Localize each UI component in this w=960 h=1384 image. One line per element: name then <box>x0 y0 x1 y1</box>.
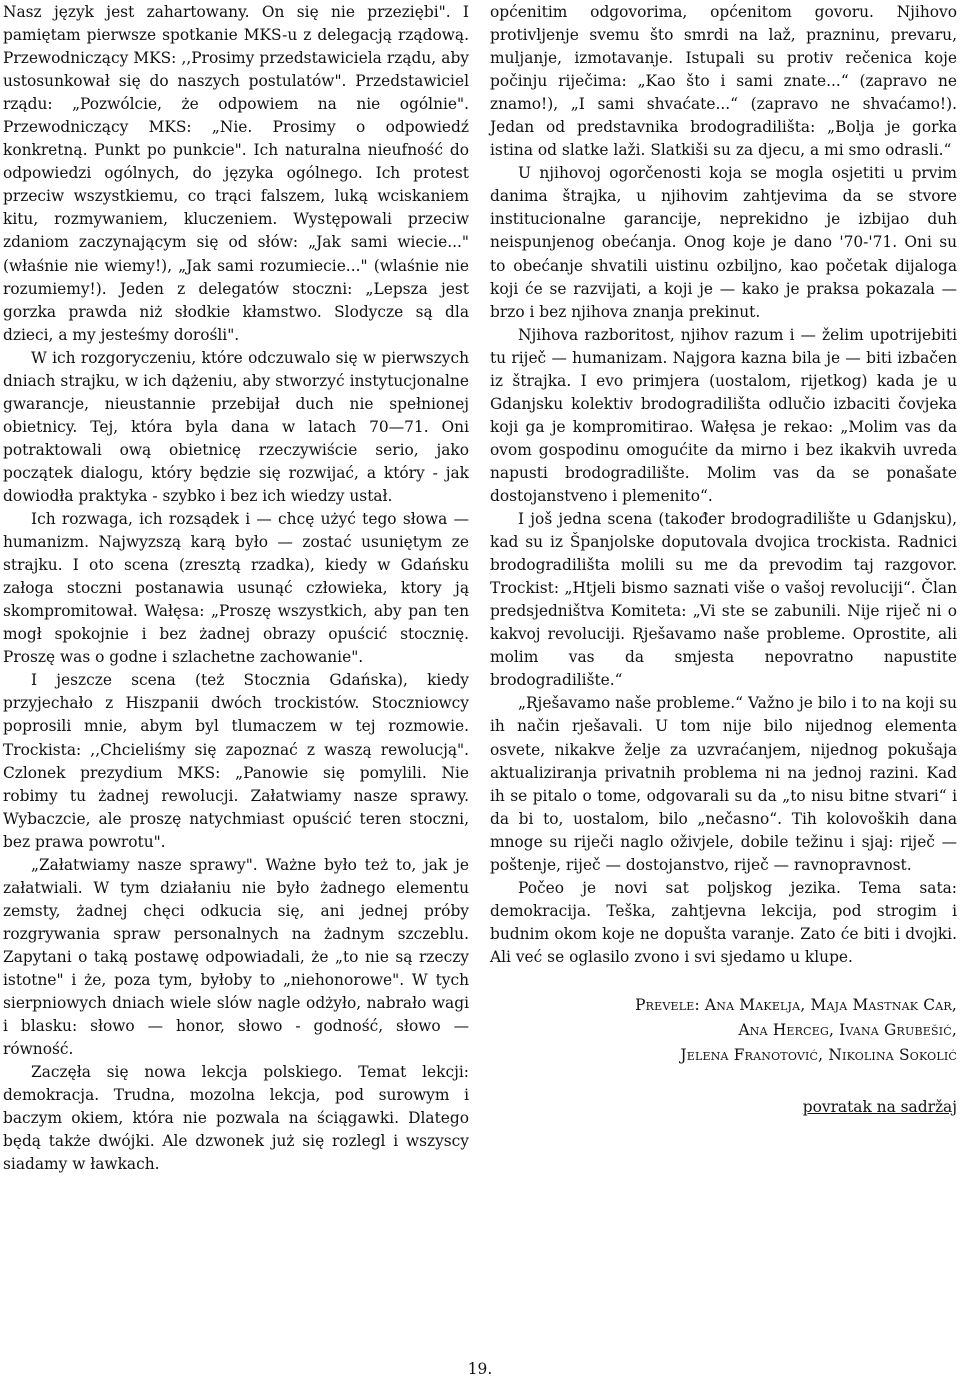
paragraph: Zaczęła się nowa lekcja polskiego. Temat lekcji: demokracja. Trudna, mozolna lekcja, pod surowym i baczym okiem, która nie pozwala na ściągawki. Dlatego będą także dwójki. Ale dzwonek już się rozlegl i wszyscy siadamy w ławkach. <box>3 1063 469 1174</box>
paragraph: Ich rozwaga, ich rozsądek i — chcę użyć tego słowa — humanizm. Najwyzszą karą było — zostać usuniętym ze strajku. I oto scena (zresztą rzadka), kiedy w Gdańsku załoga stoczni postanawia usunąć człowieka, ktory ją skompromitował. Wałęsa: „Proszę wszystkich, aby pan ten mogł spokojnie i bez żadnej obrazy opuścić stocznię. Proszę was o godne i szlachetne zachowanie". <box>3 510 469 667</box>
paragraph: Nasz język jest zahartowany. On się nie przeziębi". I pamiętam pierwsze spotkanie MKS-u z delegacją rządową. Przewodniczący MKS: ,,Prosimy przedstawiciela rządu, aby ustosunkował się do naszych postulatów". Przedstawiciel rządu: „Pozwólcie, że odpowiem na nie ogólnie". Przewodniczący MKS: „Nie. Prosimy o odpowiedź konkretną. Punkt po punkcie". Ich naturalna nieufność do odpowiedzi ogólnych, do języka ogólnego. Ich protest przeciw wszystkiemu, co trąci falszem, luką wciskaniem kitu, rozmywaniem, kluczeniem. Występowali przeciw zdaniom zaczynającym się od słów: „Jak sami wiecie..." (właśnie nie wiemy!), „Jak sami rozumiecie..." (wlaśnie nie rozumiemy!). Jeden z delegatów stoczni: „Lepsza jest gorzka prawda niż słodkie kłamstwo. Slodycze są dla dzieci, a my jesteśmy dorośli". <box>3 3 469 344</box>
paragraph: općenitim odgovorima, općenitom govoru. Njihovo protivljenje svemu što smrdi na laž, prazninu, prevaru, muljanje, izmotavanje. Istupali su protiv rečenica koje počinju riječima: „Kao što i sami znate...“ (zapravo ne znamo!), „I sami shvaćate...“ (zapravo ne shvaćamo!). Jedan od predstavnika brodogradilišta: „Bolja je gorka istina od slatke laži. Slatkiši su za djecu, a mi smo odrasli.“ <box>490 3 957 160</box>
back-link-row <box>490 1096 957 1119</box>
credits-line: Prevele: Ana Makelja, Maja Mastnak Car, <box>635 995 957 1014</box>
paragraph: „Rješavamo naše probleme.“ Važno je bilo i to na koji su ih način rješavali. U tom nije bilo nijednog elementa osvete, nikakve želje za uzvraćanjem, nijednog pokušaja aktualiziranja privatnih problema ni na jednoj razini. Kad ih se pitalo o tome, odgovarali su da „to nisu bitne stvari“ i da bi to, uostalom, bilo „nečasno“. Tih kolovoških dana mnoge su riječi naglo oživjele, dobile težinu i sjaj: riječ — poštenje, riječ — dostojanstvo, riječ — ravnopravnost. <box>490 694 957 874</box>
paragraph: U njihovoj ogorčenosti koja se mogla osjetiti u prvim danima štrajka, u njihovim zahtjevima da se stvore institucionalne garancije, neprekidno je izbijao duh neispunjenog obećanja. Onog koje je dano '70-'71. Oni su to obećanje shvatili uistinu ozbiljno, kao početak dijaloga koji će se razvijati, a koji je — kako je praksa pokazala — brzo i bez njihova znanja prekinut. <box>490 164 957 321</box>
paragraph: Počeo je novi sat poljskog jezika. Tema sata: demokracija. Teška, zahtjevna lekcija, pod strogim i budnim okom koje ne dopušta varanje. Zato će biti i dvojki. Ali već se oglasilo zvono i svi sjedamo u klupe. <box>490 878 957 966</box>
paragraph: W ich rozgoryczeniu, które odczuwalo się w pierwszych dniach strajku, w ich dążeniu, aby stworzyć instytucjonalne gwarancje, nieustannie przebijał duch nie spełnionej obietnicy. Tej, która byla dana w latach 70—71. Oni potraktowali ową obietnicę rzeczywiście serio, jako początek dialogu, który będzie się rozwijać, a który - jak dowiodła praktyka - szybko i bez ich wiedzy ustał. <box>3 348 469 505</box>
back-to-contents-link[interactable]: povratak na sadržaj <box>802 1097 957 1116</box>
left-column-polish <box>3 1 469 1176</box>
paragraph: Njihova razboritost, njihov razum i — želim upotrijebiti tu riječ — humanizam. Najgora kazna bila je — biti izbačen iz štrajka. I evo primjera (uostalom, rijetkog) kada je u Gdanjsku kolektiv brodogradilišta odlučio izbaciti čovjeka koji ga je kompromitirao. Wałęsa je rekao: „Molim vas da ovom gospodinu omogućite da mirno i bez ikakvih uvreda napusti brodogradilište. Molim vas da se ponašate dostojanstveno i plemenito“. <box>490 325 957 505</box>
page-number: 19. <box>467 1360 493 1378</box>
credits-line: Ana Herceg, Ivana Grubešić, <box>738 1020 957 1039</box>
paragraph: I još jedna scena (također brodogradilište u Gdanjsku), kad su iz Španjolske doputovala dvojica trockista. Radnici brodogradilišta molili su me da prevodim taj razgovor. Trockist: „Htjeli bismo saznati više o vašoj revoluciji“. Član predsjedništva Komiteta: „Vi ste se zabunili. Nije riječ ni o kakvoj revoluciji. Rješavamo naše probleme. Oprostite, ali molim vas da smjesta nepovratno napustite brodogradilište.“ <box>490 510 957 690</box>
paragraph: I jeszcze scena (też Stocznia Gdańska), kiedy przyjechało z Hiszpanii dwóch trockistów. Stoczniowcy poprosili mnie, abym byl tlumaczem w tej rozmowie. Trockista: ,,Chcieliśmy się zapoznać z waszą rewolucją". Czlonek prezydium MKS: „Panowie się pomylili. Nie robimy tu żadnej rewolucji. Załatwiamy nasze sprawy. Wybaczcie, ale proszę natychmiast opuścić teren stoczni, bez prawa powrotu". <box>3 671 469 851</box>
paragraph: „Załatwiamy nasze sprawy". Ważne było też to, jak je załatwiali. W tym działaniu nie było żadnego elementu zemsty, żadnej chęci odkucia się, ani jednej próby rozgrywania spraw personalnych na żadnym szczeblu. Zapytani o taką postawę odpowiadali, że „to nie są rzeczy istotne" i że, poza tym, byłoby to „niehonorowe". W tych sierpniowych dniach wiele slów nagle odżyło, nabrało wagi i blasku: słowo — honor, słowo - godność, słowo — równość. <box>3 855 469 1059</box>
credits-line: Jelena Franotović, Nikolina Sokolić <box>680 1045 957 1064</box>
translator-credits <box>490 993 957 1068</box>
right-column-croatian <box>490 1 957 1119</box>
